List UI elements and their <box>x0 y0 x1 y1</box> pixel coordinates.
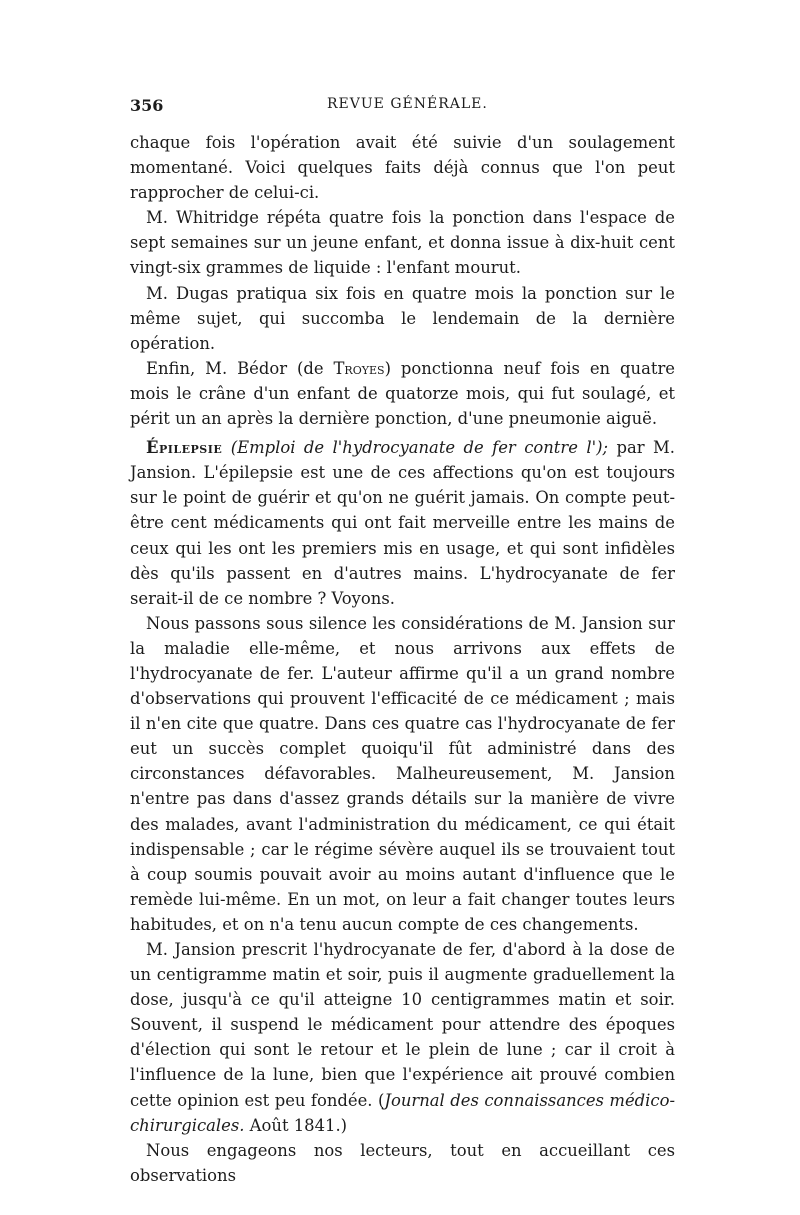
page-header <box>130 96 675 120</box>
body-text <box>130 130 675 1188</box>
journal-title: Journal des connaissances médico-chirurgicales. <box>130 1090 675 1135</box>
paragraph: M. Whitridge répéta quatre fois la ponction dans l'espace de sept semaines sur un jeune enfant, et donna issue à dix-huit cent vingt-six grammes de liquide : l'enfant mourut. <box>130 208 675 278</box>
paragraph <box>130 356 675 431</box>
paragraph-text: Août 1841.) <box>244 1115 348 1135</box>
paragraph: M. Dugas pratiqua six fois en quatre mois la ponction sur le même sujet, qui succomba le lendemain de la dernière opération. <box>130 283 675 353</box>
running-title: REVUE GÉNÉRALE. <box>327 96 488 112</box>
page-number: 356 <box>130 96 164 115</box>
paragraph-text: M. Jansion prescrit l'hydrocyanate de fer, d'abord à la dose de un centigramme matin et soir, puis il augmente graduellement la dose, jusqu'à ce qu'il atteigne 10 centigrammes matin et soir. Souvent, il suspend le médicament pour attendre des époques d'élection qui sont le retour et le plein de lune ; car il croit à l'influence de la lune, bien que l'expérience ait prouvé combien cette opinion est peu fondée. ( <box>130 940 675 1110</box>
paragraph-text: Enfin, M. Bédor (de <box>146 358 334 378</box>
section-title: (Emploi de l'hydrocyanate de fer contre l'); <box>230 438 609 458</box>
paragraph-epilepsie <box>130 435 675 611</box>
paragraph-text: par M. Jansion. L'épilepsie est une de ces affections qu'on est toujours sur le point de guérir et qu'on ne guérit jamais. On compte peut-être cent médicaments qui ont fait merveille entre les mains de ceux qui les ont les premiers mis en usage, et qui sont infidèles dès qu'ils passent en d'autres mains. L'hydrocyanate de fer serait-il de ce nombre ? Voyons. <box>130 438 675 608</box>
paragraph: chaque fois l'opération avait été suivie d'un soulagement momentané. Voici quelques faits déjà connus que l'on peut rapprocher de celui-ci. <box>130 133 675 203</box>
section-heading: Épilepsie <box>146 438 223 458</box>
paragraph-text: ) ponctionna neuf fois en quatre mois le crâne d'un enfant de quatorze mois, qui fut soulagé, et périt un an après la dernière ponction, d'une pneumonie aiguë. <box>130 358 675 429</box>
place-name: Troyes <box>333 358 385 378</box>
paragraph: Nous engageons nos lecteurs, tout en accueillant ces observations <box>130 1140 675 1185</box>
paragraph <box>130 937 675 1138</box>
paragraph: Nous passons sous silence les considérations de M. Jansion sur la maladie elle-même, et nous arrivons aux effets de l'hydrocyanate de fer. L'auteur affirme qu'il a un grand nombre d'observations qui prouvent l'efficacité de ce médicament ; mais il n'en cite que quatre. Dans ces quatre cas l'hydrocyanate de fer eut un succès complet quoiqu'il fût administré dans des circonstances défavorables. Malheureusement, M. Jansion n'entre pas dans d'assez grands détails sur la manière de vivre des malades, avant l'administration du médicament, ce qui était indispensable ; car le régime sévère auquel ils se trouvaient tout à coup soumis pouvait avoir au moins autant d'influence que le remède lui-même. En un mot, on leur a fait changer toutes leurs habitudes, et on n'a tenu aucun compte de ces changements. <box>130 613 675 934</box>
